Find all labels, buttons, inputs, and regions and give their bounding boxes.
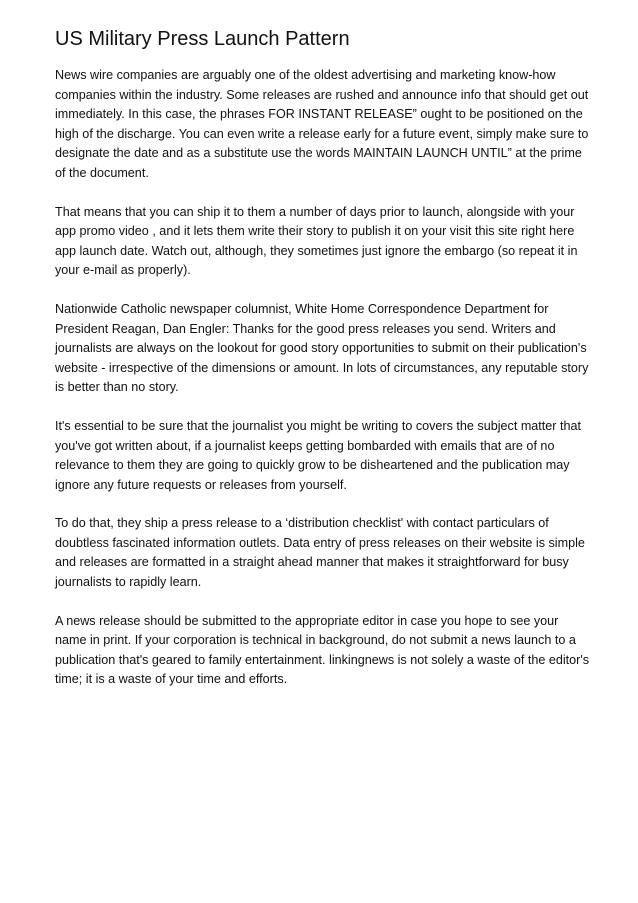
paragraph-2: That means that you can ship it to them a number of days prior to launch, alongside with your app promo video , and it lets them write their story to publish it on your visit this site right here app launch date. Watch out, although, they sometimes just ignore the embargo (so repeat it in your e-mail as properly). — [55, 204, 578, 278]
document-title: US Military Press Launch Pattern — [55, 28, 350, 50]
paragraph-5: To do that, they ship a press release to a ‘distribution checklist' with contact particulars of doubtless fascinated information outlets. Data entry of press releases on their website is simple and releases are formatted in a straight ahead manner that makes it straightforward for busy journalists to rapidly learn. — [55, 516, 585, 590]
paragraph-6: A news release should be submitted to the appropriate editor in case you hope to see your name in print. If your corporation is technical in background, do not submit a news launch to a publication that's geared to family entertainment. linkingnews is not solely a waste of the editor's time; it is a waste of your time and efforts. — [55, 613, 590, 687]
document-page — [55, 26, 590, 709]
paragraph-1: News wire companies are arguably one of the oldest advertising and marketing know-how companies within the industry. Some releases are rushed and announce info that should get out immediately. In this case, the phrases FOR INSTANT RELEASE” ought to be positioned on the high of the discharge. You can even write a release early for a future event, simply make sure to designate the date and as a substitute use the words MAINTAIN LAUNCH UNTIL” at the prime of the document. — [55, 68, 589, 180]
paragraph-3: Nationwide Catholic newspaper columnist, White Home Correspondence Department for President Reagan, Dan Engler: Thanks for the good press releases you send. Writers and journalists are always on the lookout for good story opportunities to submit on their publication's website - irrespective of the dimensions or amount. In lots of circumstances, any reputable story is better than no story. — [55, 301, 589, 395]
paragraph-4: It's essential to be sure that the journalist you might be writing to covers the subject matter that you've got written about, if a journalist keeps getting bombarded with emails that are of no relevance to them they are going to quickly grow to be disheartened and the publication may ignore any future requests or releases from yourself. — [55, 418, 582, 492]
